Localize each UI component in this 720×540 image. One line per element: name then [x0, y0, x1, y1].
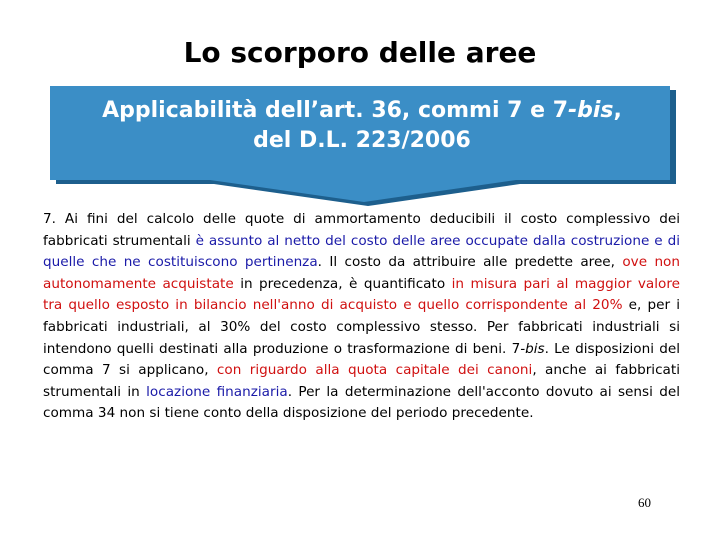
subtitle-line1-comma: ,	[613, 98, 622, 123]
callout-subtitle	[52, 96, 672, 156]
text-segment: 7. Ai fini del calcolo delle quote di ammortamento deducibili il costo complessivo dei fabbricati strumentali	[43, 211, 680, 249]
text-bis-italic: -bis	[520, 340, 545, 357]
text-segment: . Per la determinazione dell'acconto dovuto ai sensi del comma 34 non si tiene conto della disposizione del periodo precedente.	[43, 383, 680, 422]
subtitle-line1-text: Applicabilità dell’art. 36, commi 7 e 7	[102, 98, 569, 123]
highlight-blue-leasing: locazione finanziaria	[146, 383, 288, 400]
text-segment: . Il costo da attribuire alle predette aree,	[317, 254, 623, 271]
subtitle-line2-text: del D.L. 223/2006	[253, 128, 471, 153]
highlight-red-capital-share: con riguardo alla quota capitale dei canoni	[216, 362, 533, 379]
highlight-red-measure: in misura pari al maggior valore tra quello esposto in bilancio nell'anno di acquisto e quello corrispondente al 20%	[43, 275, 680, 314]
text-segment: , anche ai fabbricati strumentali in	[43, 362, 680, 400]
highlight-blue-net-cost: è assunto al netto del costo delle aree occupate dalla costruzione e di quelle che ne costituiscono pertinenza	[43, 232, 680, 271]
slide-title: Lo scorporo delle aree	[183, 36, 537, 69]
text-segment: e, per i fabbricati industriali, al 30% del costo complessivo stesso. Per fabbricati industriali si intendono quelli destinati alla produzione o trasformazione di beni. 7	[43, 297, 680, 357]
law-paragraph	[43, 209, 680, 425]
highlight-red-not-acquired: ove non autonomamente acquistate	[43, 254, 680, 292]
page-number: 60	[638, 495, 651, 510]
subtitle-bis-italic: -bis	[568, 98, 614, 123]
text-segment: . Le disposizioni del comma 7 si applicano,	[43, 340, 680, 379]
text-segment: in precedenza, è quantificato	[233, 275, 452, 292]
